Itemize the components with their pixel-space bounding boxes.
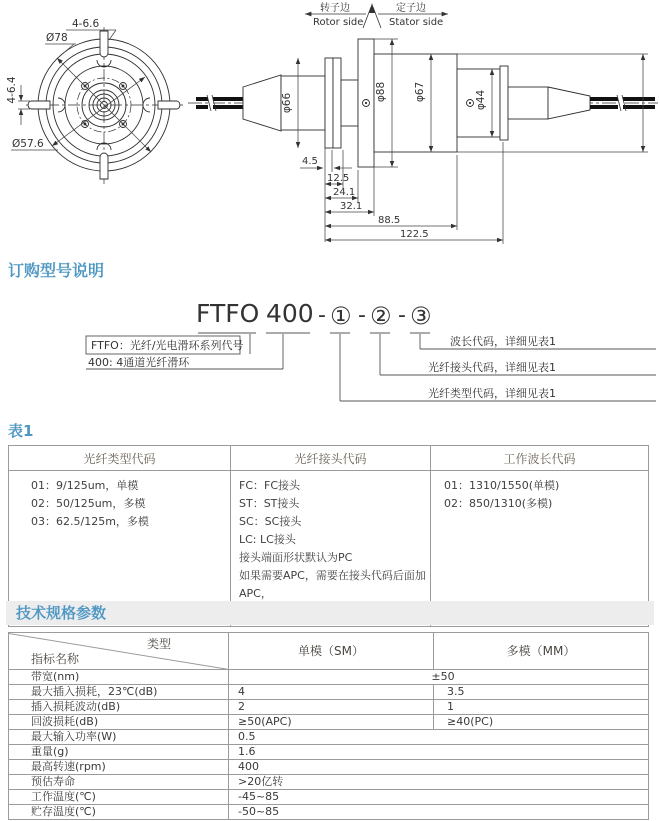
rotor-side-label-en: Rotor side [313,17,364,28]
rotor-side-label-cn: 转子边 [320,3,350,14]
connector-note: 接头端面形状默认为PC [239,551,353,564]
model-dash-3: - [398,303,406,328]
spec-value-mm: 1 [434,700,649,715]
spec-value: 1.6 [229,745,649,760]
stator-cable [590,94,655,112]
spec-row-max-speed [9,760,649,775]
fiber-type-code: 02：50/125um，多模 [31,497,146,510]
spec-row-max-input-power [9,730,649,745]
spec-value: >20亿转 [229,775,649,790]
wavelength-code: 01：1310/1550(单模) [444,479,560,492]
spec-row-max-insertion-loss [9,685,649,700]
connector-note: 如果需要APC，需要在接头代码后面加APC， [239,569,426,600]
callout-fiber-type: 光纤类型代码，详细见表1 [428,387,556,400]
connector-code: SC：SC接头 [239,515,302,528]
spec-label: 工作温度(℃) [9,790,229,805]
technical-drawings [0,0,660,256]
table1 [8,445,649,627]
dim-dia88-label: φ88 [375,81,387,103]
model-channels: 400 [266,299,314,328]
model-code-3: ③ [410,302,432,330]
connector-code: LC: LC接头 [239,533,296,546]
spec-row-operating-temp [9,790,649,805]
dim-len3-label: 24.1 [333,187,356,198]
dim-len6-label: 122.5 [400,229,429,240]
table1-header-connector: 光纤接头代码 [231,446,431,471]
table1-section-title: 表1 [8,422,34,440]
specs-table [8,632,649,820]
spec-value-sm: 4 [229,685,434,700]
table1-header-wavelength: 工作波长代码 [431,446,649,471]
spec-value-sm: 2 [229,700,434,715]
spec-value-mm: ≥40(PC) [434,715,649,730]
specs-section-bar [6,601,654,625]
ordering-model-diagram [0,288,660,416]
spec-label: 最大插入损耗，23℃(dB) [9,685,229,700]
spec-value-mm: 3.5 [434,685,649,700]
spec-value: 400 [229,760,649,775]
dim-len5-label: 88.5 [378,215,401,226]
spec-value-sm: ≥50(APC) [229,715,434,730]
model-code [196,299,432,330]
specs-header-mm: 多模（MM） [434,633,649,670]
callout-wavelength: 波长代码，详细见表1 [450,335,556,348]
wavelength-code: 02：850/1310(多模) [444,497,553,510]
model-prefix: FTFO [196,299,260,328]
dim-len1-label: 4.5 [302,156,318,167]
table1-header-fiber-type: 光纤类型代码 [9,446,231,471]
dim-len2-label: 12.5 [327,173,350,184]
specs-name-label: 指标名称 [31,652,80,666]
front-dim-slots-label: 4-6.4 [6,76,18,104]
specs-header-sm: 单模（SM） [229,633,434,670]
stator-side-label-en: Stator side [389,17,444,28]
spec-value: 0.5 [229,730,649,745]
table1-header-row [9,446,649,471]
spec-value: ±50 [229,670,649,685]
spec-label: 重量(g) [9,745,229,760]
front-dim-outer-label: Ø78 [46,32,68,44]
spec-row-storage-temp [9,805,649,820]
spec-label: 贮存温度(℃) [9,805,229,820]
model-code-1: ① [330,302,352,330]
fiber-type-code: 01：9/125um，单模 [31,479,139,492]
callout-connector: 光纤接头代码，详细见表1 [428,361,556,374]
spec-row-bandwidth [9,670,649,685]
connector-code: FC：FC接头 [239,479,301,492]
callout-ftfo: FTFO：光纤/光电滑环系列代号 [91,339,244,352]
dim-dia44-label: φ44 [475,89,487,111]
specs-type-label: 类型 [147,637,172,651]
spec-label: 最高转速(rpm) [9,760,229,775]
spec-label: 带宽(nm) [9,670,229,685]
spec-label: 最大输入功率(W) [9,730,229,745]
connector-code: ST：ST接头 [239,497,300,510]
spec-label: 预估寿命 [9,775,229,790]
dim-dia67-label: φ67 [414,81,426,103]
spec-label: 插入损耗波动(dB) [9,700,229,715]
specs-header-row [9,633,649,670]
model-dash-2: - [358,303,366,328]
spec-row-life [9,775,649,790]
spec-row-return-loss [9,715,649,730]
spec-row-weight [9,745,649,760]
model-code-2: ② [370,302,392,330]
spec-row-insertion-loss-ripple [9,700,649,715]
specs-diagonal-header-cell [9,633,229,670]
spec-value: -50~85 [229,805,649,820]
ordering-section-title: 订购型号说明 [8,261,105,280]
fiber-type-code: 03：62.5/125m，多模 [31,515,149,528]
spec-value: -45~85 [229,790,649,805]
front-dim-inner-label: Ø57.6 [12,138,44,150]
stator-side-label-cn: 定子边 [396,3,426,14]
front-dim-holes-label: 4-6.6 [72,18,100,30]
model-dash-1: - [318,303,326,328]
spec-label: 回波损耗(dB) [9,715,229,730]
dim-dia66-label: φ66 [281,92,293,114]
callout-400: 400: 4通道光纤滑环 [88,356,190,369]
dim-len4-label: 32.1 [340,201,363,212]
specs-section-title: 技术规格参数 [16,604,107,622]
